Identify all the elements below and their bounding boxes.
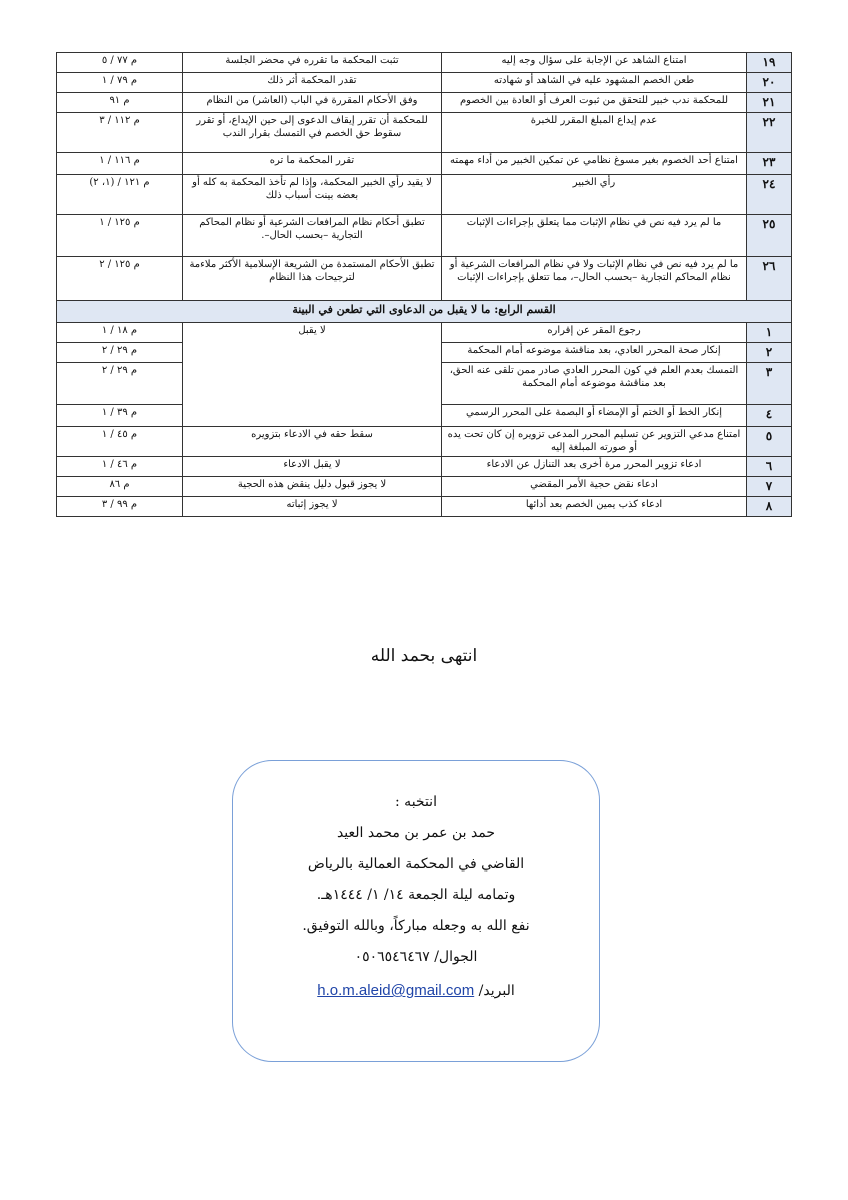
row-reference: م ١٨ / ١ [57,323,183,343]
row-rule: تقرر المحكمة ما تره [183,153,442,175]
email-line [233,975,599,1007]
row-number: ٢٤ [747,175,792,215]
row-number: ٢١ [747,93,792,113]
row-reference: م ٢٩ / ٢ [57,363,183,405]
row-rule: تقدر المحكمة أثر ذلك [183,73,442,93]
row-subject: للمحكمة ندب خبير للتحقق من ثبوت العرف أو العادة بين الخصوم [442,93,747,113]
row-number: ٤ [747,405,792,427]
table-row [57,153,792,175]
author-name: حمد بن عمر بن محمد العيد [336,825,496,841]
row-subject: إنكار الخط أو الختم أو الإمضاء أو البصمة على المحرر الرسمي [442,405,747,427]
phone-number: ٠٥٠٦٥٤٦٤٦٧ [354,949,430,965]
row-rule: لا يقيد رأي الخبير المحكمة، وإذا لم تأخذ المحكمة به كله أو بعضه بينت أسباب ذلك [183,175,442,215]
row-number: ٥ [747,427,792,457]
table-row [57,497,792,517]
row-number: ٢٥ [747,215,792,257]
row-subject: رأي الخبير [442,175,747,215]
row-reference: م ١٢٥ / ١ [57,215,183,257]
completion-date: وتمامه ليلة الجمعة ١٤/ ١/ ١٤٤٤هـ. [316,887,516,903]
row-reference: م ٩٩ / ٣ [57,497,183,517]
email-label: البريد/ [478,983,515,999]
row-number: ٣ [747,363,792,405]
row-reference: م ٤٥ / ١ [57,427,183,457]
table-row [57,73,792,93]
row-reference: م ١٢١ / (١، ٢) [57,175,183,215]
rules-table [56,52,792,517]
email-link[interactable]: h.o.m.aleid@gmail.com [317,982,475,999]
author-position: القاضي في المحكمة العمالية بالرياض [307,856,525,872]
row-rule: وفق الأحكام المقررة في الباب (العاشر) من النظام [183,93,442,113]
row-number: ٢٠ [747,73,792,93]
row-rule: تطبق الأحكام المستمدة من الشريعة الإسلامية الأكثر ملاءمة لترجيحات هذا النظام [183,257,442,301]
row-rule: تطبق أحكام نظام المرافعات الشرعية أو نظام المحاكم التجارية –بحسب الحال–. [183,215,442,257]
row-reference: م ٤٦ / ١ [57,457,183,477]
row-subject: امتناع أحد الخصوم بغير مسوغ نظامي عن تمكين الخبير من أداء مهمته [442,153,747,175]
row-subject: إنكار صحة المحرر العادي، بعد مناقشة موضوعه أمام المحكمة [442,343,747,363]
row-subject: ما لم يرد فيه نص في نظام الإثبات مما يتعلق بإجراءات الإثبات [442,215,747,257]
closing-prayer: نفع الله به وجعله مباركاً، وبالله التوفيق. [302,918,530,934]
merged-rule: لا يقبل [183,323,442,427]
row-rule: لا يقبل الادعاء [183,457,442,477]
selected-by-label: انتخبه : [395,794,437,810]
row-subject: عدم إيداع المبلغ المقرر للخبرة [442,113,747,153]
row-number: ٢٣ [747,153,792,175]
row-subject: ما لم يرد فيه نص في نظام الإثبات ولا في نظام المرافعات الشرعية أو نظام المحاكم التجارية –بحسب الحال–، مما تتعلق بإجراءات الإثبات [442,257,747,301]
row-number: ١٩ [747,53,792,73]
row-rule: سقط حقه في الادعاء بتزويره [183,427,442,457]
row-subject: ادعاء كذب يمين الخصم بعد أدائها [442,497,747,517]
row-number: ١ [747,323,792,343]
table-row [57,257,792,301]
row-subject: طعن الخصم المشهود عليه في الشاهد أو شهادته [442,73,747,93]
phone-label: الجوال/ [434,949,478,965]
row-rule: تثبت المحكمة ما تقرره في محضر الجلسة [183,53,442,73]
author-card [232,760,600,1062]
row-subject: ادعاء نقض حجية الأمر المقضي [442,477,747,497]
row-subject: ادعاء تزوير المحرر مرة أخرى بعد التنازل عن الادعاء [442,457,747,477]
phone-line [233,942,599,973]
row-reference: م ١١٢ / ٣ [57,113,183,153]
row-number: ٢ [747,343,792,363]
table-row [57,477,792,497]
table-row [57,53,792,73]
row-reference: م ٣٩ / ١ [57,405,183,427]
row-number: ٧ [747,477,792,497]
row-reference: م ٧٧ / ٥ [57,53,183,73]
row-reference: م ٨٦ [57,477,183,497]
row-rule: للمحكمة أن تقرر إيقاف الدعوى إلى حين الإيداع، أو تقرر سقوط حق الخصم في التمسك بقرار الندب [183,113,442,153]
row-subject: التمسك بعدم العلم في كون المحرر العادي صادر ممن تلقى عنه الحق، بعد مناقشة موضوعه أمام المحكمة [442,363,747,405]
row-number: ٨ [747,497,792,517]
section-title: القسم الرابع: ما لا يقبل من الدعاوى التي تطعن في البينة [57,301,792,323]
row-reference: م ٧٩ / ١ [57,73,183,93]
row-rule: لا يجوز إثباته [183,497,442,517]
row-number: ٢٦ [747,257,792,301]
row-reference: م ١١٦ / ١ [57,153,183,175]
section-header-row [57,301,792,323]
table-row [57,175,792,215]
row-number: ٢٢ [747,113,792,153]
table-row [57,113,792,153]
row-number: ٦ [747,457,792,477]
row-subject: رجوع المقر عن إقراره [442,323,747,343]
row-reference: م ٢٩ / ٢ [57,343,183,363]
table-row [57,323,792,343]
table-row [57,427,792,457]
row-subject: امتناع مدعي التزوير عن تسليم المحرر المدعى تزويره إن كان تحت يده أو صورته المبلغة إليه [442,427,747,457]
row-reference: م ١٢٥ / ٢ [57,257,183,301]
row-subject: امتناع الشاهد عن الإجابة على سؤال وجه إليه [442,53,747,73]
table-row [57,457,792,477]
table-row [57,215,792,257]
row-rule: لا يجوز قبول دليل ينقض هذه الحجية [183,477,442,497]
table-row [57,93,792,113]
row-reference: م ٩١ [57,93,183,113]
closing-phrase: انتهى بحمد الله [370,646,478,666]
